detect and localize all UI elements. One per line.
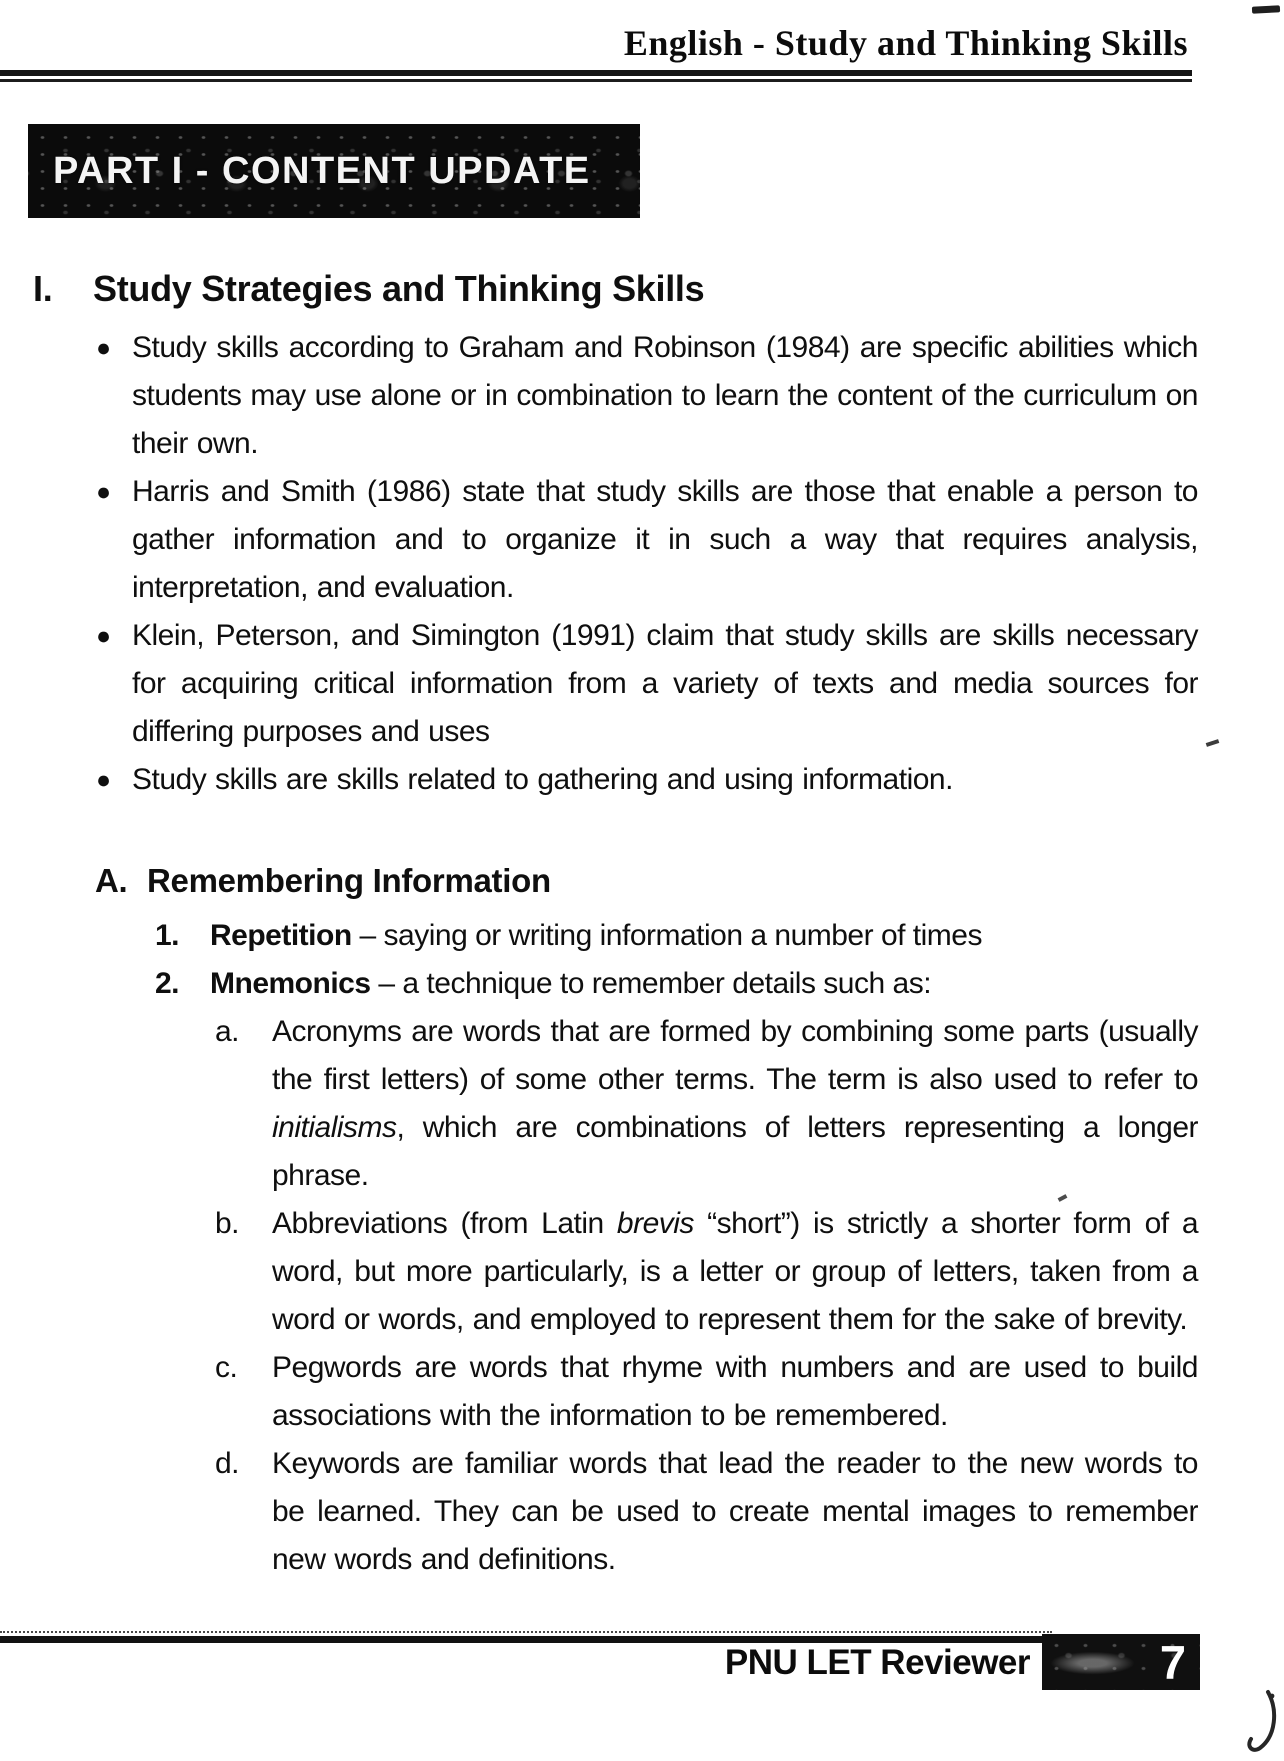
- subsection-heading: [0, 858, 1284, 904]
- bullet-item: [0, 468, 1284, 612]
- subsection-letter: A.: [95, 862, 128, 899]
- item-number: 2.: [155, 967, 180, 1000]
- footer-bar: [0, 1636, 1052, 1643]
- bullet-text: Klein, Peterson, and Simington (1991) claim that study skills are skills necessary for acquiring critical information from a variety of texts and media sources for differing purposes and uses: [132, 619, 1198, 748]
- item-text: [272, 1440, 1198, 1584]
- item-term: Mnemonics: [210, 967, 371, 1000]
- item-term: Repetition: [210, 919, 352, 952]
- bullet-text: Study skills according to Graham and Robinson (1984) are specific abilities which students may use alone or in combination to learn the content of the curriculum on their own.: [132, 331, 1198, 460]
- page-content: [0, 266, 1284, 1584]
- page-number: 7: [1159, 1635, 1186, 1689]
- numbered-item: [0, 912, 1284, 960]
- lettered-item: [0, 1344, 1284, 1440]
- item-text-italic: initialisms: [272, 1111, 397, 1144]
- item-text-italic: brevis: [616, 1207, 694, 1240]
- header-rule: [0, 70, 1192, 82]
- page-title: English - Study and Thinking Skills: [623, 23, 1188, 63]
- page-number-box: [1042, 1634, 1200, 1690]
- bullet-icon: ●: [96, 334, 112, 362]
- item-text: [272, 1200, 1198, 1344]
- item-letter: c.: [215, 1351, 238, 1384]
- subsection-title: Remembering Information: [147, 862, 551, 899]
- bullet-text: Harris and Smith (1986) state that study skills are those that enable a person to gather information and to organize it in such a way that requires analysis, interpretation, and evaluation.: [132, 475, 1198, 604]
- bullet-item: [0, 756, 1284, 804]
- item-text: [272, 1008, 1198, 1200]
- lettered-item: [0, 1200, 1284, 1344]
- section-title: Study Strategies and Thinking Skills: [93, 268, 705, 309]
- item-letter: d.: [215, 1447, 240, 1480]
- item-definition: saying or writing information a number of times: [383, 919, 982, 952]
- bullet-item: [0, 324, 1284, 468]
- part-banner: [28, 124, 640, 218]
- bullet-icon: ●: [96, 766, 112, 794]
- lettered-item: [0, 1440, 1284, 1584]
- bullet-text: Study skills are skills related to gathering and using information.: [132, 763, 953, 796]
- item-text-pre: Pegwords are words that rhyme with numbers and are used to build associations with the information to be remembered.: [272, 1351, 1198, 1432]
- section-heading: [0, 266, 1198, 312]
- item-text-pre: Keywords are familiar words that lead the reader to the new words to be learned. They can be used to create mental images to remember new words and definitions.: [272, 1447, 1198, 1576]
- scan-artifact-pen-mark: [1238, 1688, 1284, 1758]
- scan-artifact-mark: [1252, 5, 1280, 13]
- item-text: [210, 960, 931, 1008]
- item-text: [272, 1344, 1198, 1440]
- bullet-icon: ●: [96, 478, 112, 506]
- item-number: 1.: [155, 919, 180, 952]
- bullet-item: [0, 612, 1284, 756]
- item-letter: a.: [215, 1015, 240, 1048]
- item-letter: b.: [215, 1207, 240, 1240]
- lettered-item: [0, 1008, 1284, 1200]
- item-text-post: , which are combinations of letters representing a longer phrase.: [272, 1111, 1198, 1192]
- part-banner-label: PART I - CONTENT UPDATE: [53, 149, 591, 192]
- item-definition: a technique to remember details such as:: [402, 967, 932, 1000]
- item-separator: –: [359, 919, 376, 952]
- item-text-pre: Acronyms are words that are formed by combining some parts (usually the first letters) of some other terms. The term is also used to refer to: [272, 1015, 1198, 1096]
- bullet-icon: ●: [96, 622, 112, 650]
- item-text-post: “short”) is strictly a shorter form of a word, but more particularly, is a letter or group of letters, taken from a word or words, and employed to represent them for the sake of brevity.: [272, 1207, 1198, 1336]
- numbered-item: [0, 960, 1284, 1008]
- item-separator: –: [378, 967, 395, 1000]
- item-text-pre: Abbreviations (from Latin: [272, 1207, 617, 1240]
- section-number: I.: [33, 268, 53, 309]
- footer-label: PNU LET Reviewer: [724, 1643, 1030, 1682]
- item-text: [210, 912, 982, 960]
